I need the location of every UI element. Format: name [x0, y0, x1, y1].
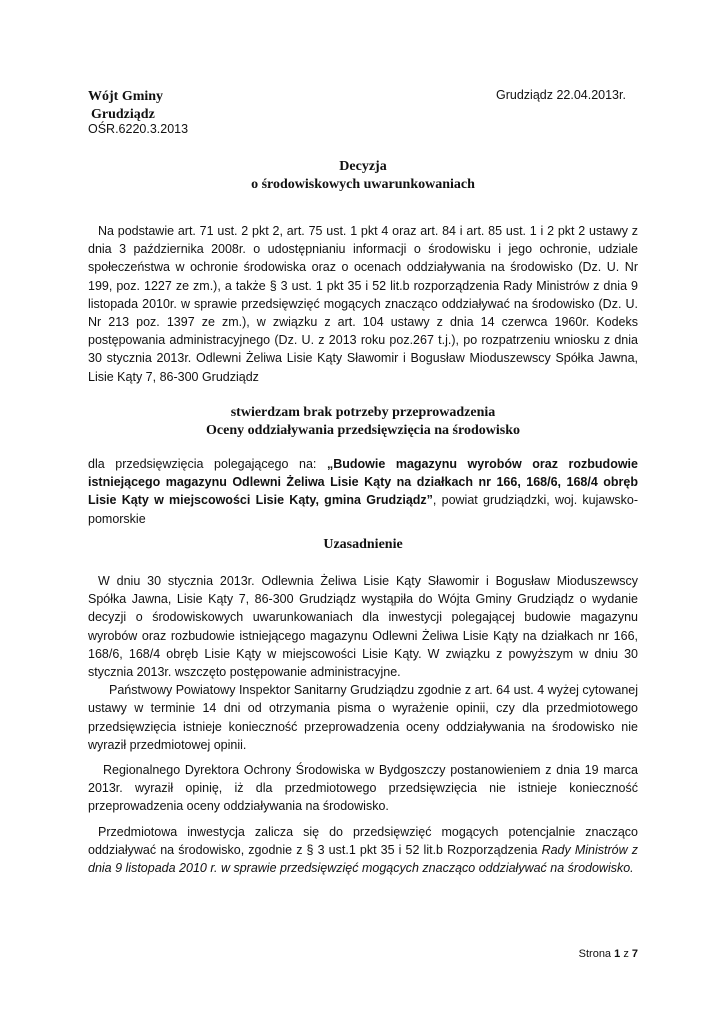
justification-p1: W dniu 30 stycznia 2013r. Odlewnia Żeliwa Lisie Kąty Sławomir i Bogusław Mioduszewscy Spółka Jawna, Lisie Kąty 7, 86-300 Grudziądz wystąpiła do Wójta Gminy Grudziądz o wydanie decyzji o środowiskowych uwarunkowaniach dla inwestycji polegającej budowie magazynu wyrobów oraz rozbudowie istniejącego magazynu Odlewni Żeliwa Lisie Kąty na działkach nr 166, 168/6, 168/4 obręb Lisie Kąty w miejscowości Lisie Kąty. W związku z powyższym w dniu 30 stycznia 2013r. wszczęto postępowanie administracyjne.	[88, 574, 638, 680]
authority-line1: Wójt Gminy	[88, 89, 164, 104]
justification-p3: Regionalnego Dyrektora Ochrony Środowiska w Bydgoszczy postanowieniem z dnia 19 marca 2013r. wyraził opinię, iż dla przedmiotowego przedsięwzięcia nie istnieje konieczność przeprowadzenia oceny oddziaływania na środowisko.	[88, 763, 638, 814]
project-paragraph	[88, 455, 638, 528]
project-prefix: dla przedsięwzięcia polegającego na:	[88, 457, 327, 471]
page-number	[540, 948, 638, 960]
project-suffix: , powiat grudziądzki, woj. kujawsko-pomorskie	[88, 493, 638, 526]
project-name: „Budowie magazynu wyrobów oraz rozbudowie istniejącego magazynu Odlewni Żeliwa Lisie Kąty na działkach nr 166, 168/6, 168/4 obręb Lisie Kąty w miejscowości Lisie Kąty, gmina Grudziądz”	[88, 457, 638, 508]
page-current: 1	[614, 948, 621, 960]
page-word: Strona	[578, 948, 612, 960]
decision-line2: Oceny oddziaływania przedsięwzięcia na środowisko	[206, 423, 520, 438]
decision-statement	[88, 404, 638, 440]
project-description	[88, 455, 638, 528]
justification-p2: Państwowy Powiatowy Inspektor Sanitarny Grudziądzu zgodnie z art. 64 ust. 4 wyżej cytowanej ustawy w terminie 14 dni od otrzymania pisma o wyrażenie opinii, czy dla przedmiotowego przedsięwzięcia istnieje konieczność przeprowadzenia oceny oddziaływania na środowisko nie wyraził przedmiotowej opinii.	[88, 683, 638, 752]
title-line1: Decyzja	[339, 159, 387, 174]
justification-heading: Uzasadnienie	[323, 537, 403, 552]
page-of: z	[623, 948, 629, 960]
issuing-authority	[88, 88, 163, 124]
reference-number: OŚR.6220.3.2013	[88, 122, 189, 136]
decision-line1: stwierdzam brak potrzeby przeprowadzenia	[230, 405, 496, 420]
document-title	[88, 158, 638, 194]
legal-basis-paragraph	[88, 222, 638, 386]
p4-regulation-title: Rady Ministrów z dnia 9 listopada 2010 r. w sprawie przedsięwzięć mogących znacząco oddziaływać na środowisko.	[88, 842, 638, 876]
page-total: 7	[631, 948, 638, 960]
p4-text: Przedmiotowa inwestycja zalicza się do przedsięwzięć mogących potencjalnie znacząco oddziaływać na środowisko, zgodnie z § 3 ust.1 pkt 35 i 52 lit.b Rozporządzenia	[88, 824, 638, 857]
justification-p4	[88, 823, 638, 878]
document-date: Grudziądz 22.04.2013r.	[496, 88, 626, 102]
title-line2: o środowiskowych uwarunkowaniach	[251, 177, 475, 192]
authority-line2: Grudziądz	[91, 107, 155, 122]
justification-body	[88, 572, 638, 877]
legal-basis-text: Na podstawie art. 71 ust. 2 pkt 2, art. 75 ust. 1 pkt 4 oraz art. 84 i art. 85 ust. 1 i 2 pkt 2 ustawy z dnia 3 października 2008r. o udostępnianiu informacji o środowisku i jego ochronie, udziale społeczeństwa w ochronie środowiska oraz o ocenach oddziaływania na środowisko (Dz. U. Nr 199, poz. 1227 ze zm.), a także § 3 ust. 1 pkt 35 i 52 lit.b rozporządzenia Rady Ministrów z dnia 9 listopada 2010r. w sprawie przedsięwzięć mogących znacząco oddziaływać na środowisko (Dz. U. Nr 213 poz. 1397 ze zm.), w związku z art. 104 ustawy z dnia 14 czerwca 1960r. Kodeks postępowania administracyjnego (Dz. U. z 2013 roku poz.267 t.j.), po rozpatrzeniu wniosku z dnia 30 stycznia 2013r. Odlewni Żeliwa Lisie Kąty Sławomir i Bogusław Mioduszewscy Spółka Jawna, Lisie Kąty 7, 86-300 Grudziądz	[88, 224, 638, 384]
